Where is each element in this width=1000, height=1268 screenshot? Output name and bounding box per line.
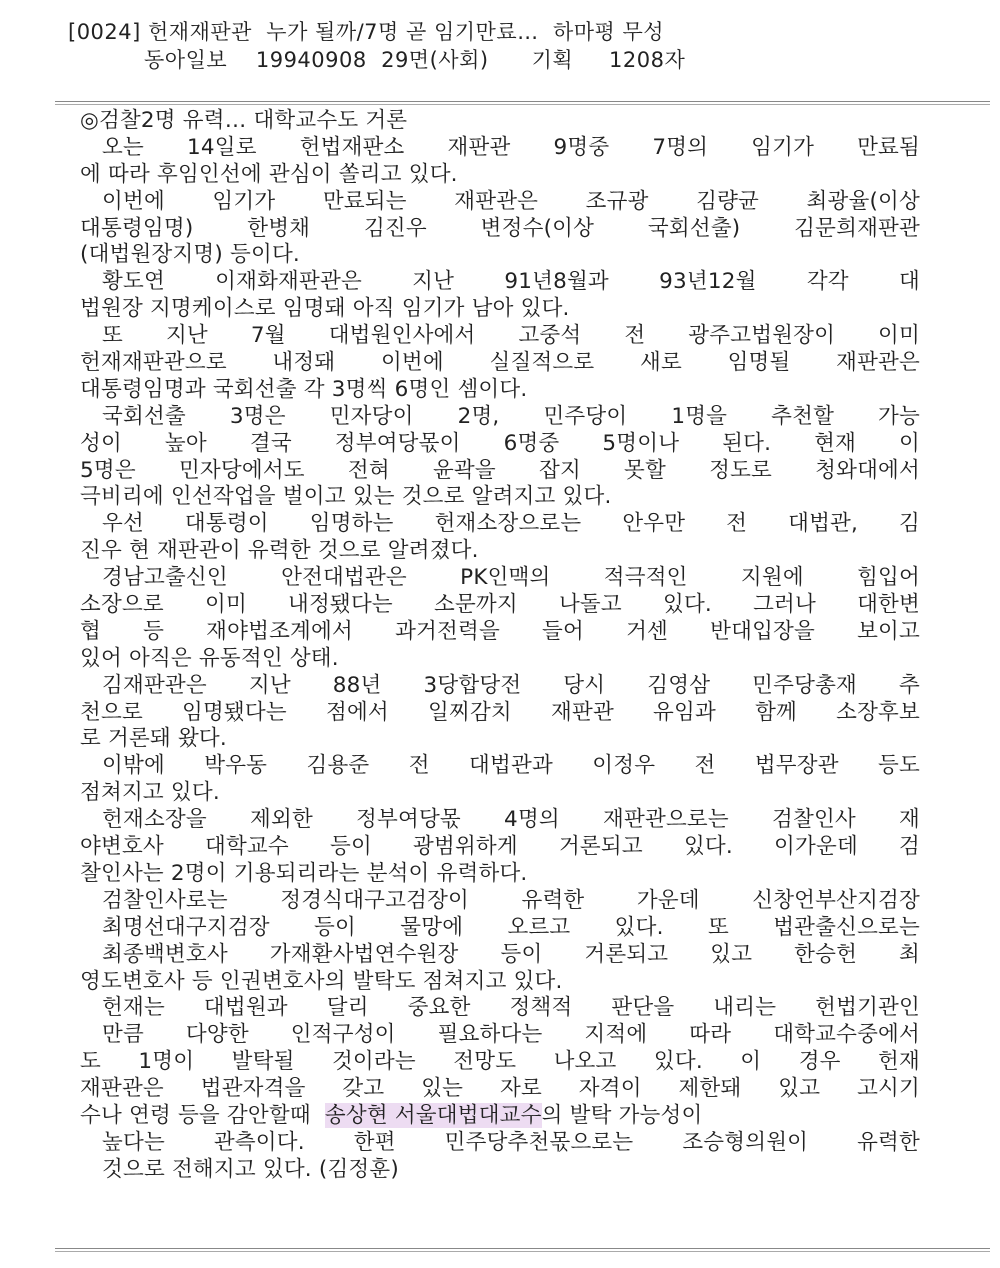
text-line: 김재판관은 지난 88년 3당합당전 당시 김영삼 민주당총재 추 (102, 672, 920, 698)
subheadline: ◎검찰2명 유력… 대학교수도 거론 (80, 108, 408, 133)
text-line: 5명은 민자당에서도 전혀 윤곽을 잡지 못할 정도로 청와대에서 (80, 457, 920, 483)
text-line: 야변호사 대학교수 등이 광범위하게 거론되고 있다. 이가운데 검 (80, 834, 920, 860)
top-divider (55, 101, 990, 105)
text-line: 점쳐지고 있다. (80, 780, 220, 806)
text-line: 헌재소장을 제외한 정부여당몫 4명의 재판관으로는 검찰인사 재 (102, 807, 920, 833)
text-line: 이번에 임기가 만료되는 재판관은 조규광 김량균 최광율(이상 (102, 188, 920, 214)
text-line: 재판관은 법관자격을 갖고 있는 자로 자격이 제한돼 있고 고시기 (80, 1076, 920, 1102)
text-line: 우선 대통령이 임명하는 헌재소장으로는 안우만 전 대법관, 김 (102, 511, 920, 537)
text-line: 최종백변호사 가재환사법연수원장 등이 거론되고 있고 한승헌 최 (102, 941, 920, 967)
text-line: 성이 높아 결국 정부여당몫이 6명중 5명이나 된다. 현재 이 (80, 430, 920, 456)
text-line: 협 등 재야법조계에서 과거전력을 들어 거센 반대입장을 보이고 (80, 618, 920, 644)
text-segment: 의 발탁 가능성이 (541, 1102, 703, 1128)
text-line-with-highlight (80, 1103, 920, 1130)
text-line: 도 1명이 발탁될 것이라는 전망도 나오고 있다. 이 경우 헌재 (80, 1049, 920, 1075)
text-line: 높다는 관측이다. 한편 민주당추천몫으로는 조승형의원이 유력한 (102, 1129, 920, 1155)
text-line: 헌재재판관으로 내정돼 이번에 실질적으로 새로 임명될 재판관은 (80, 350, 920, 376)
text-line: 영도변호사 등 인권변호사의 발탁도 점쳐지고 있다. (80, 968, 563, 994)
text-line: 황도연 이재화재판관은 지난 91년8월과 93년12월 각각 대 (102, 269, 920, 295)
text-line: 있어 아직은 유동적인 상태. (80, 645, 339, 671)
text-line: 또 지난 7월 대법원인사에서 고중석 전 광주고법원장이 이미 (102, 323, 920, 349)
text-line: 진우 현 재판관이 유력한 것으로 알려졌다. (80, 538, 479, 564)
text-line: 극비리에 인선작업을 벌이고 있는 것으로 알려지고 있다. (80, 484, 612, 510)
text-line: 만큼 다양한 인적구성이 필요하다는 지적에 따라 대학교수중에서 (102, 1022, 920, 1048)
text-line: 로 거론돼 왔다. (80, 726, 227, 752)
text-line: 대통령임명) 한병채 김진우 변정수(이상 국회선출) 김문희재판관 (80, 215, 920, 241)
bottom-divider (55, 1248, 990, 1252)
document-header (68, 18, 685, 74)
text-line: 헌재는 대법원과 달리 중요한 정책적 판단을 내리는 헌법기관인 (102, 995, 920, 1021)
text-line: 법원장 지명케이스로 임명돼 아직 임기가 남아 있다. (80, 296, 570, 322)
text-line: 것으로 전해지고 있다. (김정훈) (102, 1156, 399, 1182)
text-line: 오는 14일로 헌법재판소 재판관 9명중 7명의 임기가 만료됨 (102, 134, 920, 160)
text-line: 국회선출 3명은 민자당이 2명, 민주당이 1명을 추천할 가능 (102, 403, 920, 429)
text-line: 찰인사는 2명이 기용되리라는 분석이 유력하다. (80, 860, 528, 886)
text-line: 검찰인사로는 정경식대구고검장이 유력한 가운데 신창언부산지검장 (102, 887, 920, 913)
text-line: 경남고출신인 안전대법관은 PK인맥의 적극적인 지원에 힘입어 (102, 565, 920, 591)
highlighted-name: 송상현 서울대법대교수 (324, 1102, 542, 1128)
text-line: 천으로 임명됐다는 점에서 일찌감치 재판관 유임과 함께 소장후보 (80, 699, 920, 725)
text-line: 이밖에 박우동 김용준 전 대법관과 이정우 전 법무장관 등도 (102, 753, 920, 779)
text-line: 최명선대구지검장 등이 물망에 오르고 있다. 또 법관출신으로는 (102, 914, 920, 940)
text-line: 에 따라 후임인선에 관심이 쏠리고 있다. (80, 161, 458, 187)
header-meta: 동아일보 19940908 29면(사회) 기획 1208자 (144, 48, 686, 72)
text-segment: 수나 연령 등을 감안할때 (80, 1102, 311, 1128)
article-body (80, 108, 920, 1184)
text-line: 대통령임명과 국회선출 각 3명씩 6명인 셈이다. (80, 376, 528, 402)
text-line: (대법원장지명) 등이다. (80, 242, 300, 268)
text-line: 소장으로 이미 내정됐다는 소문까지 나돌고 있다. 그러나 대한변 (80, 592, 920, 618)
header-title: [0024] 헌재재판관 누가 될까/7명 곧 임기만료… 하마평 무성 (68, 20, 665, 44)
